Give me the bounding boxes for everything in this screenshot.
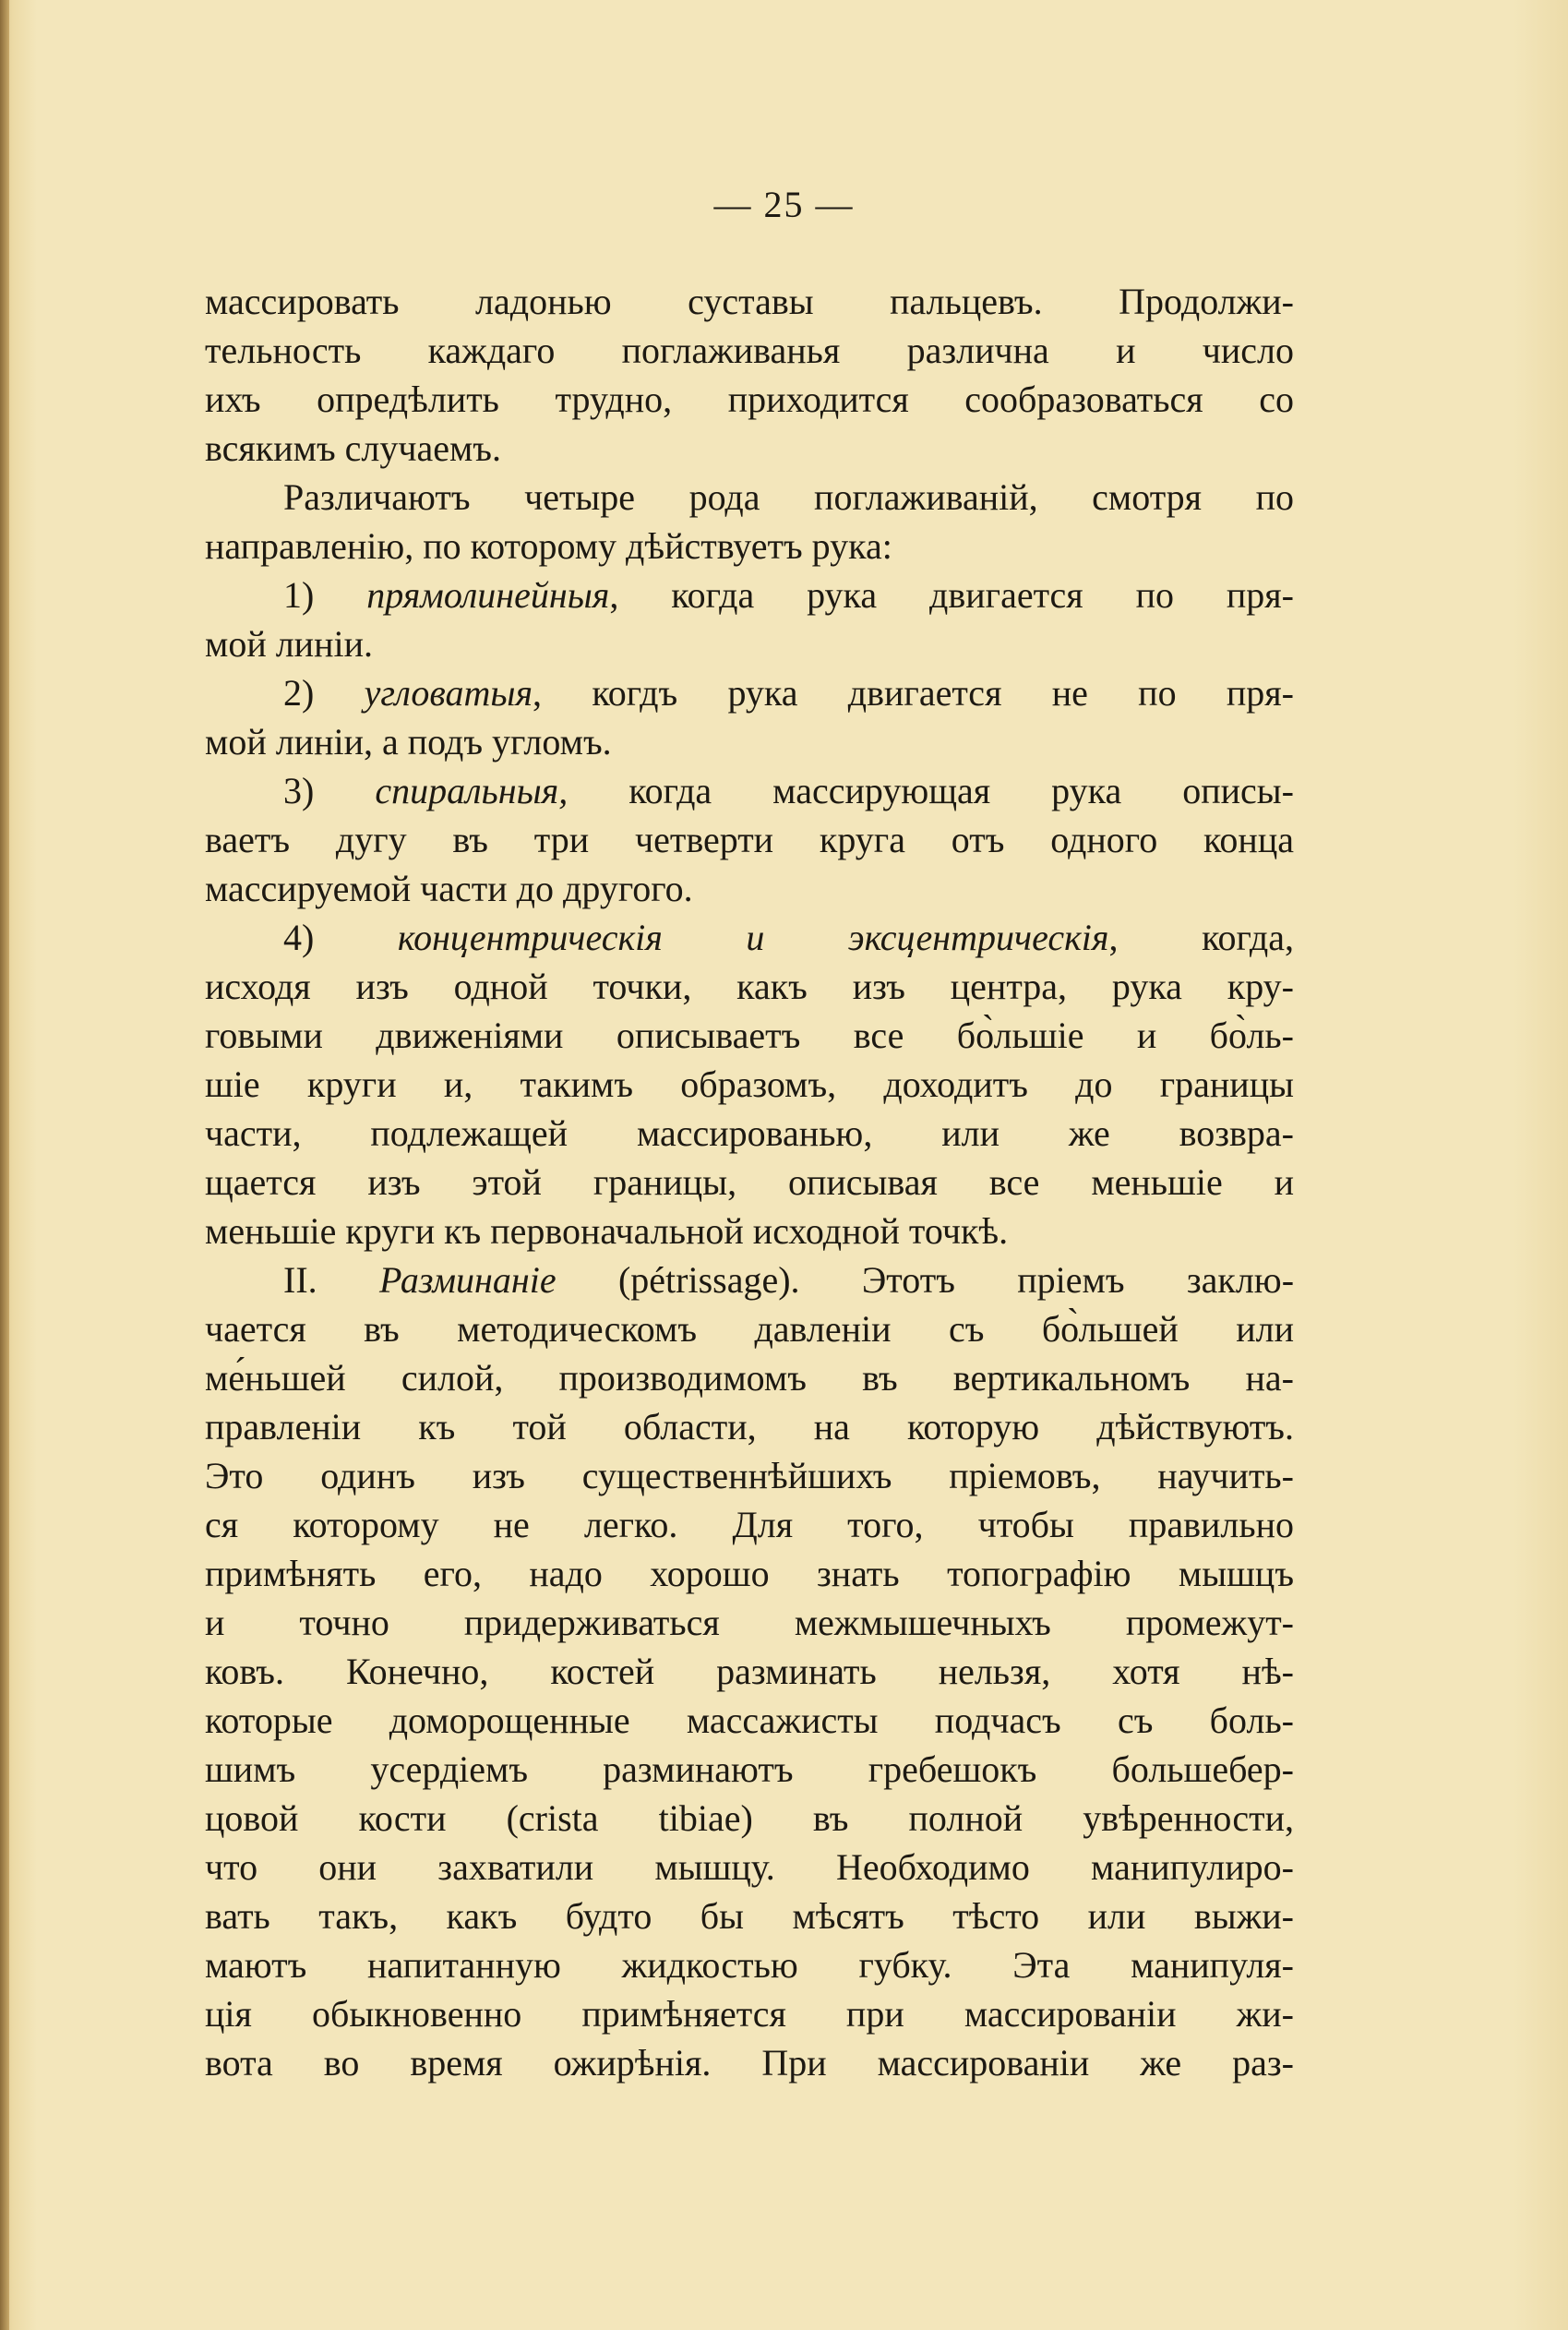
line-text: ваетъ дугу въ три четверти круга отъ одного конца	[205, 819, 1294, 860]
line-text: которые доморощенные массажисты подчасъ съ боль-	[205, 1699, 1294, 1741]
line-suffix: , когда рука двигается по пря-	[609, 574, 1295, 616]
text-line	[205, 1549, 1294, 1598]
line-prefix: II.	[283, 1259, 379, 1301]
line-text: ихъ опредѣлить трудно, приходится сообразоваться со	[205, 378, 1294, 420]
text-line	[205, 1500, 1294, 1549]
italic-term: Разминаніе	[379, 1259, 557, 1301]
text-line	[205, 1598, 1294, 1647]
text-line	[205, 913, 1294, 962]
line-text: тельность каждаго поглаживанья различна и число	[205, 330, 1294, 371]
text-line	[205, 962, 1294, 1011]
text-line	[205, 717, 1294, 766]
line-prefix: 1)	[283, 574, 367, 616]
text-line	[205, 1451, 1294, 1500]
text-line	[205, 1060, 1294, 1109]
line-text: цовой кости (crista tibiae) въ полной увѣренности,	[205, 1797, 1294, 1839]
line-text: всякимъ случаемъ.	[205, 427, 501, 469]
page-number: — 25 —	[713, 184, 855, 225]
line-text: шимъ усердіемъ разминаютъ гребешокъ большебер-	[205, 1748, 1294, 1790]
text-line	[205, 1843, 1294, 1892]
line-prefix: 3)	[283, 770, 376, 811]
text-line	[205, 1255, 1294, 1304]
text-line	[205, 1940, 1294, 1989]
line-text: что они захватили мышцу. Необходимо манипулиро-	[205, 1846, 1294, 1888]
text-line	[205, 277, 1294, 326]
text-line	[205, 1402, 1294, 1451]
line-text: правленіи къ той области, на которую дѣйствуютъ.	[205, 1406, 1294, 1447]
line-text: говыми движеніями описываетъ все бо̀льшіе и бо̀ль-	[205, 1015, 1294, 1056]
line-suffix: (pétrissage). Этотъ пріемъ заклю-	[556, 1259, 1295, 1301]
line-text: мой линіи, а подъ угломъ.	[205, 721, 612, 763]
line-text: ме́ньшей силой, производимомъ въ вертикальномъ на-	[205, 1357, 1294, 1399]
line-text: мой линіи.	[205, 623, 374, 665]
page-spine-edge	[0, 0, 9, 2330]
text-line	[205, 375, 1294, 424]
text-line	[205, 668, 1294, 717]
line-prefix: 2)	[283, 672, 365, 714]
text-line	[205, 570, 1294, 619]
text-line	[205, 1109, 1294, 1158]
line-text: маютъ напитанную жидкостью губку. Эта манипуля-	[205, 1944, 1294, 1986]
text-line	[205, 864, 1294, 913]
line-text: меньшіе круги къ первоначальной исходной точкѣ.	[205, 1210, 1009, 1252]
line-text: ся которому не легко. Для того, чтобы правильно	[205, 1504, 1294, 1545]
italic-term: прямолинейныя	[366, 574, 610, 616]
text-line	[205, 473, 1294, 522]
body-text	[205, 277, 1294, 2087]
text-line	[205, 1647, 1294, 1696]
italic-term: угловатыя	[364, 672, 533, 714]
line-text: вать такъ, какъ будто бы мѣсятъ тѣсто или выжи-	[205, 1895, 1294, 1937]
line-text: Это одинъ изъ существеннѣйшихъ пріемовъ, научить-	[205, 1455, 1294, 1496]
line-text: щается изъ этой границы, описывая все меньшіе и	[205, 1161, 1294, 1203]
italic-term: спиральныя,	[375, 770, 569, 811]
line-suffix: когда массирующая рука описы-	[568, 770, 1294, 811]
line-text: ковъ. Конечно, костей разминать нельзя, хотя нѣ-	[205, 1651, 1294, 1692]
line-suffix: , когда,	[1108, 917, 1294, 958]
line-text: направленію, по которому дѣйствуетъ рука:	[205, 525, 892, 567]
line-text: вота во время ожирѣнія. При массированіи же раз-	[205, 2042, 1294, 2084]
text-line	[205, 522, 1294, 570]
text-line	[205, 1158, 1294, 1207]
line-text: массируемой части до другого.	[205, 868, 693, 909]
text-line	[205, 1989, 1294, 2038]
italic-term: концентрическія и эксцентрическія	[397, 917, 1109, 958]
line-text: шіе круги и, такимъ образомъ, доходитъ до границы	[205, 1063, 1294, 1105]
text-line	[205, 1207, 1294, 1255]
line-text: чается въ методическомъ давленіи съ бо̀льшей или	[205, 1308, 1294, 1350]
line-text: исходя изъ одной точки, какъ изъ центра, рука кру-	[205, 966, 1294, 1007]
text-line	[205, 1696, 1294, 1745]
line-prefix: 4)	[283, 917, 398, 958]
text-line	[205, 1794, 1294, 1843]
line-text: ція обыкновенно примѣняется при массированіи жи-	[205, 1993, 1294, 2035]
text-line	[205, 1304, 1294, 1353]
line-text: массировать ладонью суставы пальцевъ. Продолжи-	[205, 281, 1294, 322]
line-text: примѣнять его, надо хорошо знать топографію мышцъ	[205, 1553, 1294, 1594]
text-line	[205, 1745, 1294, 1794]
text-line	[205, 2038, 1294, 2087]
line-suffix: , когдъ рука двигается не по пря-	[533, 672, 1294, 714]
line-text: и точно придерживаться межмышечныхъ промежут-	[205, 1602, 1294, 1643]
text-line	[205, 424, 1294, 473]
text-line	[205, 619, 1294, 668]
text-line	[205, 1892, 1294, 1940]
text-line	[205, 1353, 1294, 1402]
text-line	[205, 1011, 1294, 1060]
line-text: Различаютъ четыре рода поглаживаній, смотря по	[283, 476, 1294, 518]
text-line	[205, 815, 1294, 864]
line-text: части, подлежащей массированью, или же возвра-	[205, 1112, 1294, 1154]
text-line	[205, 766, 1294, 815]
text-line	[205, 326, 1294, 375]
